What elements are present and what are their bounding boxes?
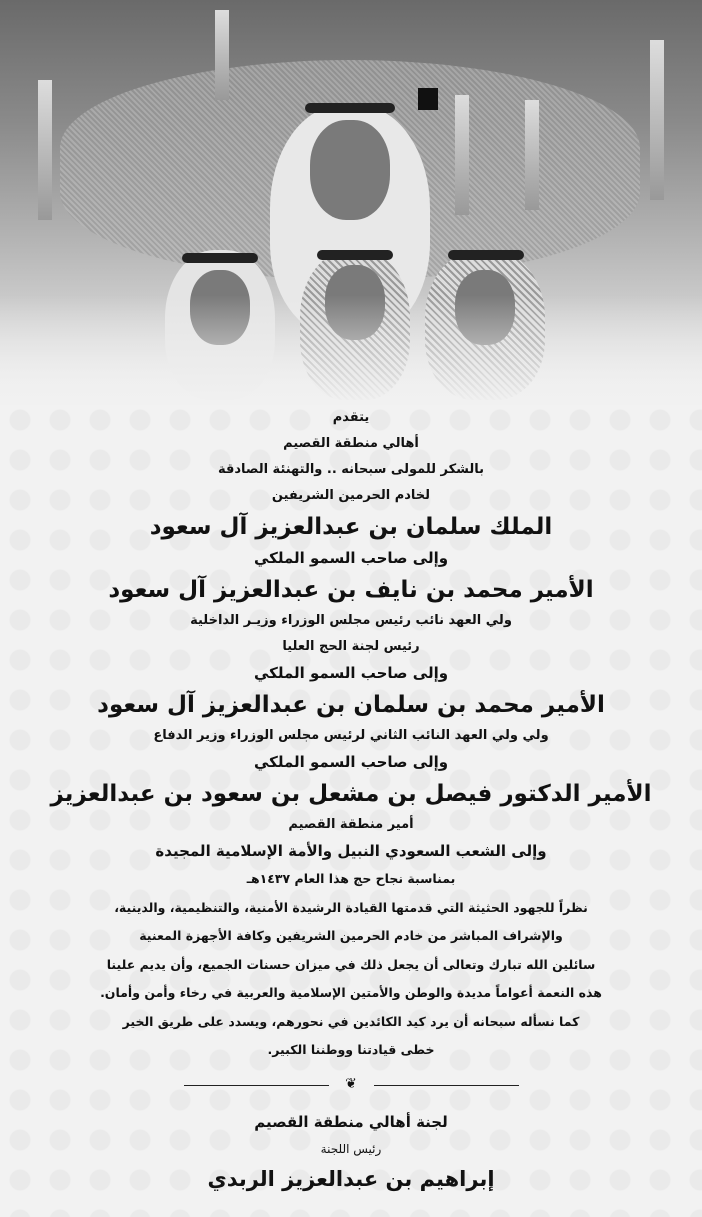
deputy-crown-prince-title: ولي ولي العهد النائب الثاني لرئيس مجلس الوزراء وزير الدفاع [153, 728, 549, 743]
header-photo-montage [0, 0, 702, 405]
intro-text: يتقدم [332, 410, 370, 425]
body-line: هذه النعمة أعواماً مديدة والوطن والأمتين الإسلامية والعربية في رخاء وأمن وأمان. [100, 985, 602, 1000]
governor-name: الأمير الدكتور فيصل بن مشعل بن سعود بن عبدالعزيز [50, 781, 652, 807]
body-line: نظراً للجهود الحثيثة التي قدمتها القيادة الرشيدة الأمنية، والتنظيمية، والدينية، [114, 899, 588, 915]
king-name: الملك سلمان بن عبدالعزيز آل سعود [149, 514, 553, 540]
announcement-text [20, 405, 682, 1196]
crown-prince-title-2: رئيس لجنة الحج العليا [282, 639, 420, 654]
signatory-name: إبراهيم بن عبدالعزيز الربدي [207, 1166, 495, 1191]
honorific-prefix: وإلى صاحب السمو الملكي [253, 753, 449, 771]
ornamental-divider [184, 1075, 519, 1093]
minaret [525, 100, 539, 210]
governor-title: أمير منطقة القصيم [288, 817, 414, 832]
minaret [38, 80, 52, 220]
honorific-prefix: وإلى صاحب السمو الملكي [253, 549, 449, 567]
body-line: سائلين الله تبارك وتعالى أن يجعل ذلك في ميزان حسنات الجميع، وأن يديم علينا [106, 956, 596, 972]
body-line: كما نسأله سبحانه أن يرد كيد الكائدين في نحورهم، ويسدد على طريق الخير [122, 1013, 580, 1029]
committee-name: لجنة أهالي منطقة القصيم [254, 1112, 448, 1131]
honorific-prefix: وإلى صاحب السمو الملكي [253, 664, 449, 682]
minaret [215, 10, 229, 100]
thanks-text: بالشكر للمولى سبحانه .. والتهنئة الصادقة [217, 462, 485, 477]
ornament-icon: ❦ [345, 1075, 357, 1092]
deputy-crown-prince-name: الأمير محمد بن سلمان بن عبدالعزيز آل سعود [97, 692, 605, 718]
minaret [650, 40, 664, 200]
crown-prince-title: ولي العهد نائب رئيس مجلس الوزراء وزيـر الداخلية [190, 613, 512, 628]
occasion-text: بمناسبة نجاح حج هذا العام ١٤٣٧هـ [246, 871, 456, 886]
sender-text: أهالي منطقة القصيم [283, 436, 419, 451]
body-line: خطى قيادتنا ووطننا الكبير. [267, 1042, 435, 1057]
body-line: والإشراف المباشر من خادم الحرمين الشريفين وكافة الأجهزة المعنية [139, 928, 563, 943]
crown-prince-name: الأمير محمد بن نايف بن عبدالعزيز آل سعود [108, 577, 594, 603]
custodian-text: لخادم الحرمين الشريفين [271, 488, 431, 503]
committee-role: رئيس اللجنة [320, 1141, 382, 1156]
minaret [455, 95, 469, 215]
people-text: وإلى الشعب السعودي النبيل والأمة الإسلامية المجيدة [155, 842, 547, 860]
